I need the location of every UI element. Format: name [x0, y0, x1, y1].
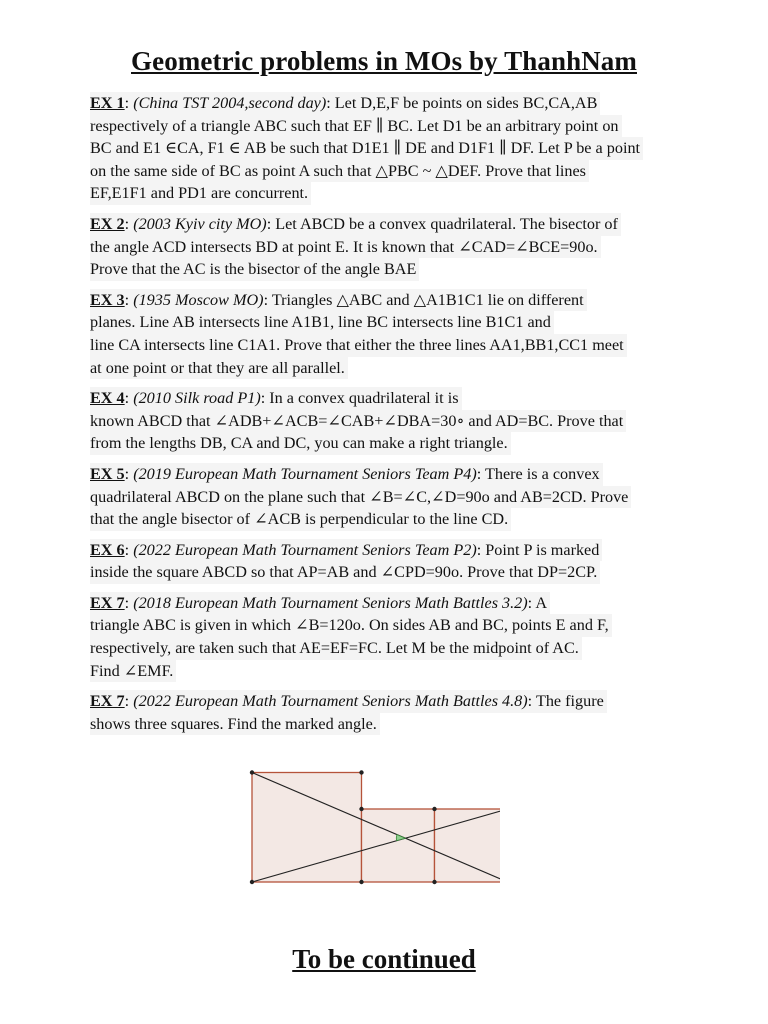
problem-line: from the lengths DB, CA and DC, you can make a right triangle. — [90, 432, 511, 455]
problem-line: quadrilateral ABCD on the plane such that ∠B=∠C,∠D=90o and AB=2CD. Prove — [90, 486, 631, 509]
problem-line: BC and E1 ∈CA, F1 ∈ AB be such that D1E1 ∥ DE and D1F1 ∥ DF. Let P be a point — [90, 137, 643, 160]
problem-line: EX 2: (2003 Kyiv city MO): Let ABCD be a convex quadrilateral. The bisector of — [90, 213, 621, 236]
problem-line: EX 7: (2018 European Math Tournament Seniors Math Battles 3.2): A — [90, 592, 550, 615]
problem-line: respectively of a triangle ABC such that EF ∥ BC. Let D1 be an arbitrary point on — [90, 115, 622, 138]
square-1 — [252, 773, 362, 883]
problem-line: EX 3: (1935 Moscow MO): Triangles △ABC and △A1B1C1 lie on different — [90, 289, 587, 312]
problem-source: (2010 Silk road P1) — [133, 389, 261, 408]
problem-line: respectively, are taken such that AE=EF=FC. Let M be the midpoint of AC. — [90, 637, 582, 660]
problem-line: EX 1: (China TST 2004,second day): Let D,E,F be points on sides BC,CA,AB — [90, 92, 600, 115]
problem-label: EX 7 — [90, 692, 125, 711]
vertex-point — [359, 770, 363, 774]
problem-label: EX 1 — [90, 94, 125, 112]
problem-source: (2018 European Math Tournament Seniors Math Battles 3.2) — [133, 593, 528, 612]
problem-line: on the same side of BC as point A such that △PBC ~ △DEF. Prove that lines — [90, 160, 589, 183]
page-title: Geometric problems in MOs by ThanhNam — [131, 46, 637, 76]
problem-source: (2022 European Math Tournament Seniors Math Battles 4.8) — [133, 692, 528, 711]
problem-line: at one point or that they are all parallel. — [90, 357, 348, 380]
problem-line: known ABCD that ∠ADB+∠ACB=∠CAB+∠DBA=30∘ and AD=BC. Prove that — [90, 410, 626, 433]
problem-label: EX 7 — [90, 593, 125, 612]
problem-line: that the angle bisector of ∠ACB is perpendicular to the line CD. — [90, 508, 511, 531]
problem-source: (2019 European Math Tournament Seniors Team P4) — [133, 464, 477, 483]
problem-line: Prove that the AC is the bisector of the angle BAE — [90, 258, 419, 281]
problem-line: line CA intersects line C1A1. Prove that either the three lines AA1,BB1,CC1 meet — [90, 334, 627, 357]
problem-line: EX 4: (2010 Silk road P1): In a convex quadrilateral it is — [90, 387, 462, 410]
problem-line: triangle ABC is given in which ∠B=120o. On sides AB and BC, points E and F, — [90, 614, 612, 637]
vertex-point — [432, 807, 436, 811]
problem-ex5 — [90, 463, 690, 531]
vertex-point — [359, 880, 363, 884]
problem-text: In a convex quadrilateral it is — [269, 389, 459, 408]
problem-line: Find ∠EMF. — [90, 660, 176, 683]
problem-label: EX 3 — [90, 290, 125, 309]
problem-text: Point P is marked — [485, 540, 600, 559]
vertex-point — [432, 880, 436, 884]
problem-label: EX 5 — [90, 464, 125, 483]
vertex-point — [250, 880, 254, 884]
problem-line: EX 6: (2022 European Math Tournament Seniors Team P2): Point P is marked — [90, 539, 602, 562]
problem-source: (1935 Moscow MO) — [133, 290, 264, 309]
problem-line: planes. Line AB intersects line A1B1, line BC intersects line B1C1 and — [90, 311, 554, 334]
footer-to-be-continued: To be continued — [292, 944, 476, 974]
problem-text: There is a convex — [484, 464, 600, 483]
problem-source: (2003 Kyiv city MO) — [133, 214, 267, 233]
problem-line: EX 7: (2022 European Math Tournament Seniors Math Battles 4.8): The figure — [90, 690, 607, 713]
problem-text: Triangles △ABC and △A1B1C1 lie on different — [271, 290, 584, 309]
problem-source: (2022 European Math Tournament Seniors Team P2) — [133, 540, 477, 559]
problem-ex6 — [90, 539, 690, 584]
problem-text: A — [535, 593, 548, 612]
problem-text: The figure — [535, 692, 604, 711]
problem-text: Let D,E,F be points on sides BC,CA,AB — [334, 94, 598, 112]
problem-text: Let ABCD be a convex quadrilateral. The bisector of — [275, 214, 618, 233]
three-squares-figure — [240, 762, 500, 892]
problem-ex1 — [90, 92, 690, 205]
problem-line: inside the square ABCD so that AP=AB and ∠CPD=90o. Prove that DP=2CP. — [90, 561, 600, 584]
problem-line: the angle ACD intersects BD at point E. It is known that ∠CAD=∠BCE=90o. — [90, 236, 601, 259]
problem-ex3 — [90, 289, 690, 379]
figure-canvas — [240, 762, 500, 892]
problem-line: EX 5: (2019 European Math Tournament Seniors Team P4): There is a convex — [90, 463, 603, 486]
problem-label: EX 2 — [90, 214, 125, 233]
problem-ex7a — [90, 592, 690, 682]
vertex-point — [359, 807, 363, 811]
problem-label: EX 4 — [90, 389, 125, 408]
problem-line: shows three squares. Find the marked angle. — [90, 713, 380, 736]
problem-list — [90, 92, 690, 743]
problem-ex2 — [90, 213, 690, 281]
problem-line: EF,E1F1 and PD1 are concurrent. — [90, 182, 311, 205]
problem-ex7b — [90, 690, 690, 735]
vertex-point — [250, 770, 254, 774]
problem-ex4 — [90, 387, 690, 455]
problem-label: EX 6 — [90, 540, 125, 559]
problem-source: (China TST 2004,second day) — [133, 94, 327, 112]
